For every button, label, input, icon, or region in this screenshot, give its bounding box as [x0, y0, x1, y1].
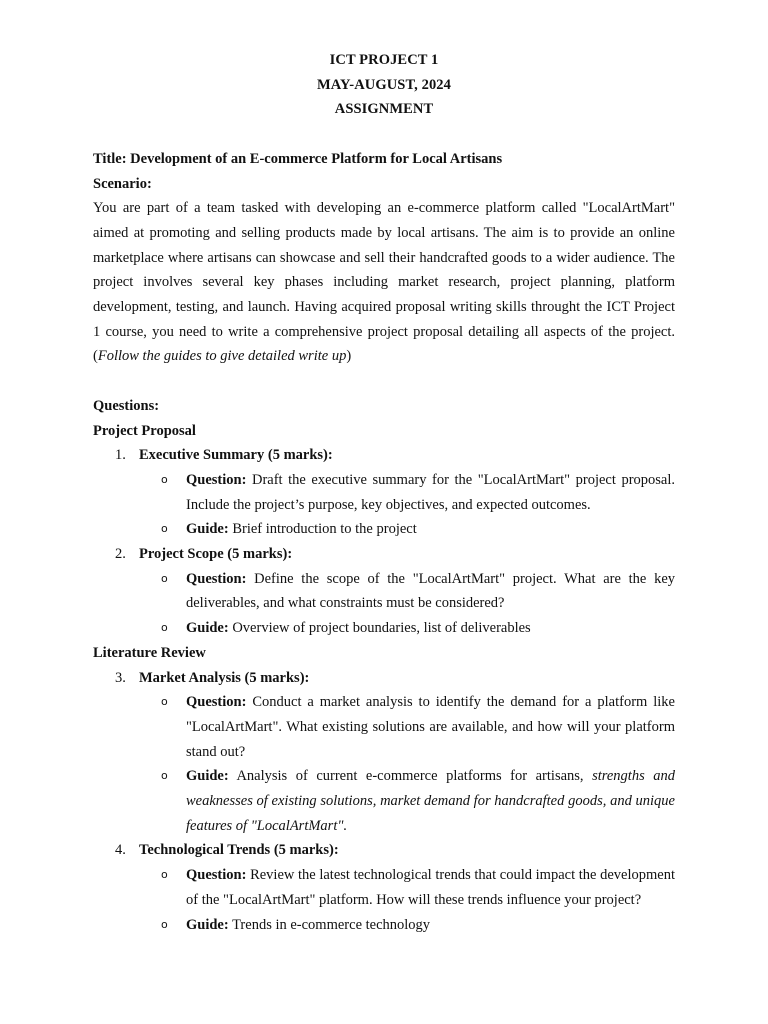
question-title: Market Analysis (5 marks):	[139, 669, 310, 686]
question-text: Define the scope of the "LocalArtMart" project. What are the key deliverables, and what constraints must be considered?	[186, 570, 676, 612]
question-label: Question:	[186, 694, 247, 711]
scenario-paragraph	[93, 196, 675, 369]
scenario-note: (Follow the guides to give detailed write up)	[93, 348, 352, 365]
question-label: Question:	[186, 570, 247, 587]
spacer	[93, 369, 675, 394]
guide-italic-text: strengths and weaknesses of existing solutions, market demand for handcrafted goods, and unique features of "LocalArtMart".	[186, 768, 675, 834]
question-item	[93, 666, 675, 839]
term-label: MAY-AUGUST, 2024	[317, 76, 451, 93]
guide-label: Guide:	[186, 916, 229, 933]
sub-list	[139, 863, 675, 937]
guide-bullet	[139, 616, 675, 641]
question-label: Question:	[186, 471, 247, 488]
guide-text: Brief introduction to the project	[232, 521, 417, 538]
bullet-icon: o	[161, 769, 168, 783]
guide-label: Guide:	[186, 620, 229, 637]
questions-heading: Questions:	[93, 397, 160, 414]
scenario-text: You are part of a team tasked with developing an e-commerce platform called "LocalArtMart" aimed at promoting and selling products made by local artisans. The aim is to provide an online marketplace where artisans can showcase and sell their handcrafted goods to a wider audience. The project involves several key phases including market research, project planning, platform development, testing, and launch. Having acquired proposal writing skills throught the ICT Project 1 course, you need to write a comprehensive project proposal detailing all aspects of the project.	[93, 200, 675, 340]
bullet-icon: o	[161, 917, 168, 931]
guide-text: Trends in e-commerce technology	[232, 916, 431, 933]
question-title: Executive Summary (5 marks):	[139, 447, 333, 464]
question-label: Question:	[186, 867, 247, 884]
sub-list	[139, 468, 675, 542]
question-number: 2.	[115, 546, 126, 563]
question-list	[93, 443, 675, 641]
question-bullet	[139, 690, 675, 764]
assignment-title: Title: Development of an E-commerce Platform for Local Artisans	[93, 150, 503, 167]
bullet-icon: o	[161, 472, 168, 486]
question-text: Review the latest technological trends that could impact the development of the "LocalArtMart" platform. How will these trends influence your project?	[186, 867, 675, 908]
question-text: Conduct a market analysis to identify the demand for a platform like "LocalArtMart". What existing solutions are available, and how will your platform stand out?	[186, 694, 675, 760]
bullet-icon: o	[161, 868, 168, 882]
question-item	[93, 838, 675, 937]
question-title: Project Scope (5 marks):	[139, 546, 293, 563]
question-item	[93, 542, 675, 641]
question-number: 4.	[115, 842, 126, 859]
bullet-icon: o	[161, 695, 168, 709]
question-bullet	[139, 567, 675, 616]
question-bullet	[139, 468, 675, 517]
section-heading-literature-review: Literature Review	[93, 644, 206, 661]
question-title: Technological Trends (5 marks):	[139, 842, 339, 859]
guide-label: Guide:	[186, 768, 229, 785]
question-text: Draft the executive summary for the "LocalArtMart" project proposal. Include the project’s purpose, key objectives, and expected outcomes.	[186, 471, 676, 513]
section-heading-project-proposal: Project Proposal	[93, 422, 196, 439]
question-item	[93, 443, 675, 542]
question-bullet	[139, 863, 675, 912]
sub-list	[139, 690, 675, 838]
question-number: 1.	[115, 447, 126, 464]
sub-list	[139, 567, 675, 641]
document-page	[93, 48, 675, 937]
guide-text: Analysis of current e-commerce platforms for artisans,	[236, 768, 584, 785]
scenario-heading: Scenario:	[93, 175, 152, 192]
guide-label: Guide:	[186, 521, 229, 538]
guide-text: Overview of project boundaries, list of deliverables	[232, 620, 531, 637]
guide-bullet	[139, 517, 675, 542]
assignment-label: ASSIGNMENT	[334, 101, 434, 118]
guide-bullet	[139, 764, 675, 838]
bullet-icon: o	[161, 621, 168, 635]
bullet-icon: o	[161, 522, 168, 536]
question-number: 3.	[115, 669, 126, 686]
course-title: ICT PROJECT 1	[329, 52, 439, 68]
guide-bullet	[139, 913, 675, 938]
spacer	[93, 122, 675, 147]
bullet-icon: o	[161, 571, 168, 585]
question-list	[93, 666, 675, 938]
